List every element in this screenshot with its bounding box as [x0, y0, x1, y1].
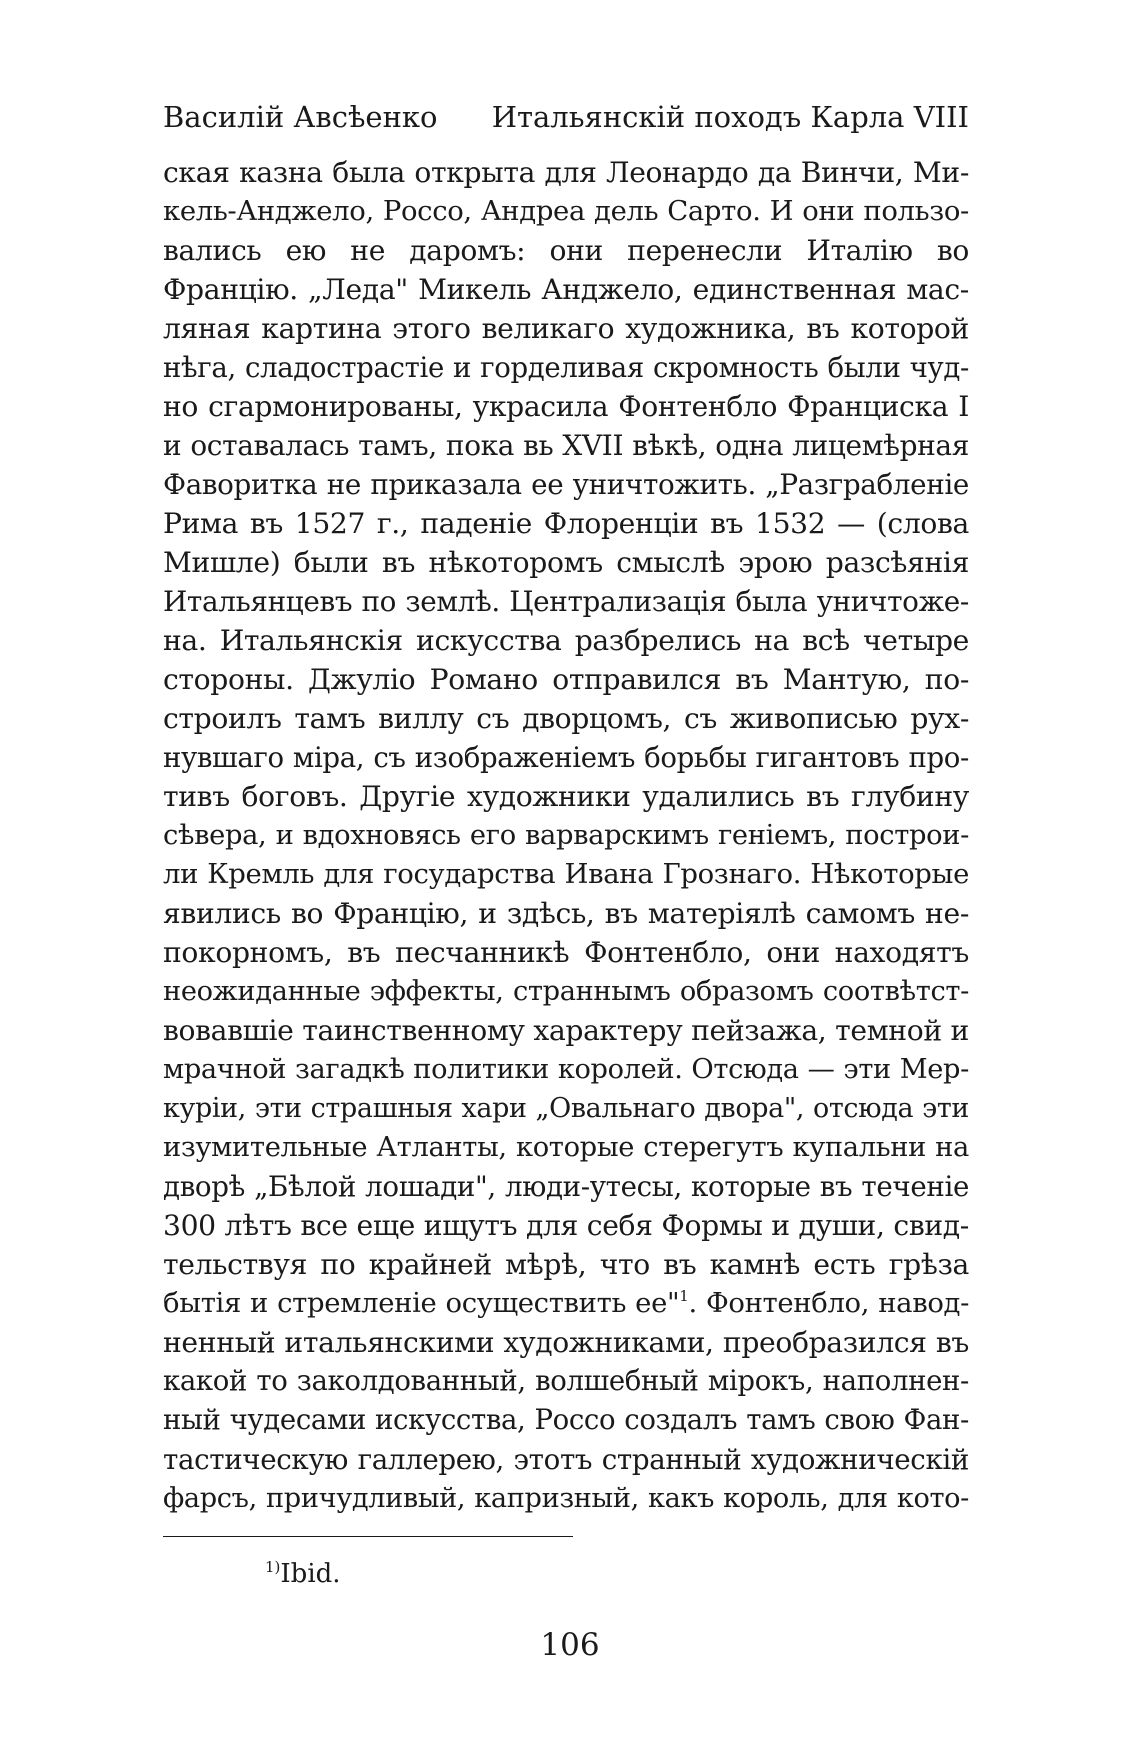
- text-line: тастическую галлерею, этотъ странный художническій: [163, 1443, 969, 1476]
- text-line: строилъ тамъ виллу съ дворцомъ, съ живописью рух-: [163, 702, 969, 735]
- text-line-end: . Фонтенбло, навод-: [688, 1288, 969, 1319]
- text-line: сѣвера, и вдохновясь его варварскимъ геніемъ, построи-: [163, 820, 969, 851]
- header-author: Василій Авсѣенко: [163, 100, 438, 134]
- text-line: ный чудесами искусства, Россо создалъ тамъ свою Фан-: [163, 1404, 969, 1436]
- text-line: покорномъ, въ песчанникѣ Фонтенбло, они находятъ: [163, 936, 969, 969]
- text-line: какой то заколдованный, волшебный мірокъ, наполнен-: [163, 1365, 969, 1397]
- text-line-start: бытія и стремленіе осуществить ее": [163, 1288, 680, 1319]
- page-number: 106: [540, 1627, 600, 1663]
- text-line: и оставалась тамъ, пока вь XVII вѣкѣ, одна лицемѣрная: [163, 429, 969, 462]
- text-line: куріи, эти страшныя хари „Овальнаго двора", отсюда эти: [163, 1093, 969, 1124]
- text-line: фарсъ, причудливый, капризный, какъ король, для кото-: [163, 1483, 969, 1514]
- text-line-with-footnote-ref: [163, 1284, 969, 1323]
- text-line: мрачной загадкѣ политики королей. Отсюда — эти Мер-: [163, 1054, 969, 1085]
- text-line: Рима въ 1527 г., паденіе Флоренціи въ 1532 — (слова: [163, 507, 969, 540]
- text-line: 300 лѣтъ все еще ищутъ для себя Формы и души, свид-: [163, 1209, 969, 1242]
- text-line: неожиданные эффекты, страннымъ образомъ соотвѣтст-: [163, 976, 969, 1007]
- footnote: [265, 1557, 341, 1591]
- text-line: кель-Анджело, Россо, Андреа дель Сарто. И они пользо-: [163, 196, 969, 227]
- text-line: нувшаго міра, съ изображеніемъ борьбы гигантовъ про-: [163, 741, 969, 774]
- text-line: изумительные Атланты, которые стерегутъ купальни на: [163, 1132, 969, 1163]
- text-line: Францію. „Леда" Микель Анджело, единственная мас-: [163, 273, 969, 306]
- text-line: дворѣ „Бѣлой лошади", люди-утесы, которые въ теченіе: [163, 1170, 969, 1203]
- footnote-divider: [163, 1536, 573, 1537]
- text-line: на. Итальянскія искусства разбрелись на всѣ четыре: [163, 624, 969, 657]
- text-line: ли Кремль для государства Ивана Грознаго. Нѣкоторые: [163, 858, 969, 890]
- text-line: ская казна была открыта для Леонардо да Винчи, Ми-: [163, 156, 969, 189]
- text-line: тельствуя по крайней мѣрѣ, что въ камнѣ есть грѣза: [163, 1248, 969, 1281]
- text-line: Итальянцевъ по землѣ. Централизація была уничтоже-: [163, 585, 969, 618]
- text-line: ляная картина этого великаго художника, въ которой: [163, 312, 969, 345]
- text-line: тивъ боговъ. Другіе художники удалились въ глубину: [163, 780, 969, 813]
- text-line: Фаворитка не приказала ее уничтожить. „Разграбленіе: [163, 468, 969, 501]
- header-title: Итальянскій походъ Карла VIII: [491, 100, 969, 134]
- text-line: но сгармонированы, украсила Фонтенбло Франциска I: [163, 390, 969, 423]
- footnote-mark: 1): [265, 1558, 281, 1576]
- running-header: [163, 95, 969, 139]
- text-line: явились во Францію, и здѣсь, въ матеріялѣ самомъ не-: [163, 897, 969, 930]
- text-line: Мишле) были въ нѣкоторомъ смыслѣ эрою разсѣянія: [163, 546, 969, 579]
- footnote-text: Ibid.: [280, 1559, 341, 1589]
- footnote-reference[interactable]: 1: [679, 1287, 689, 1305]
- text-line: вовавшіе таинственному характеру пейзажа, темной и: [163, 1014, 969, 1047]
- text-line: нѣга, сладострастіе и горделивая скромность были чуд-: [163, 351, 969, 384]
- text-line: вались ею не даромъ: они перенесли Италію во: [163, 234, 969, 267]
- body-text: [163, 153, 969, 1518]
- text-line: ненный итальянскими художниками, преобразился въ: [163, 1326, 969, 1359]
- text-line: стороны. Джуліо Романо отправился въ Мантую, по-: [163, 663, 969, 696]
